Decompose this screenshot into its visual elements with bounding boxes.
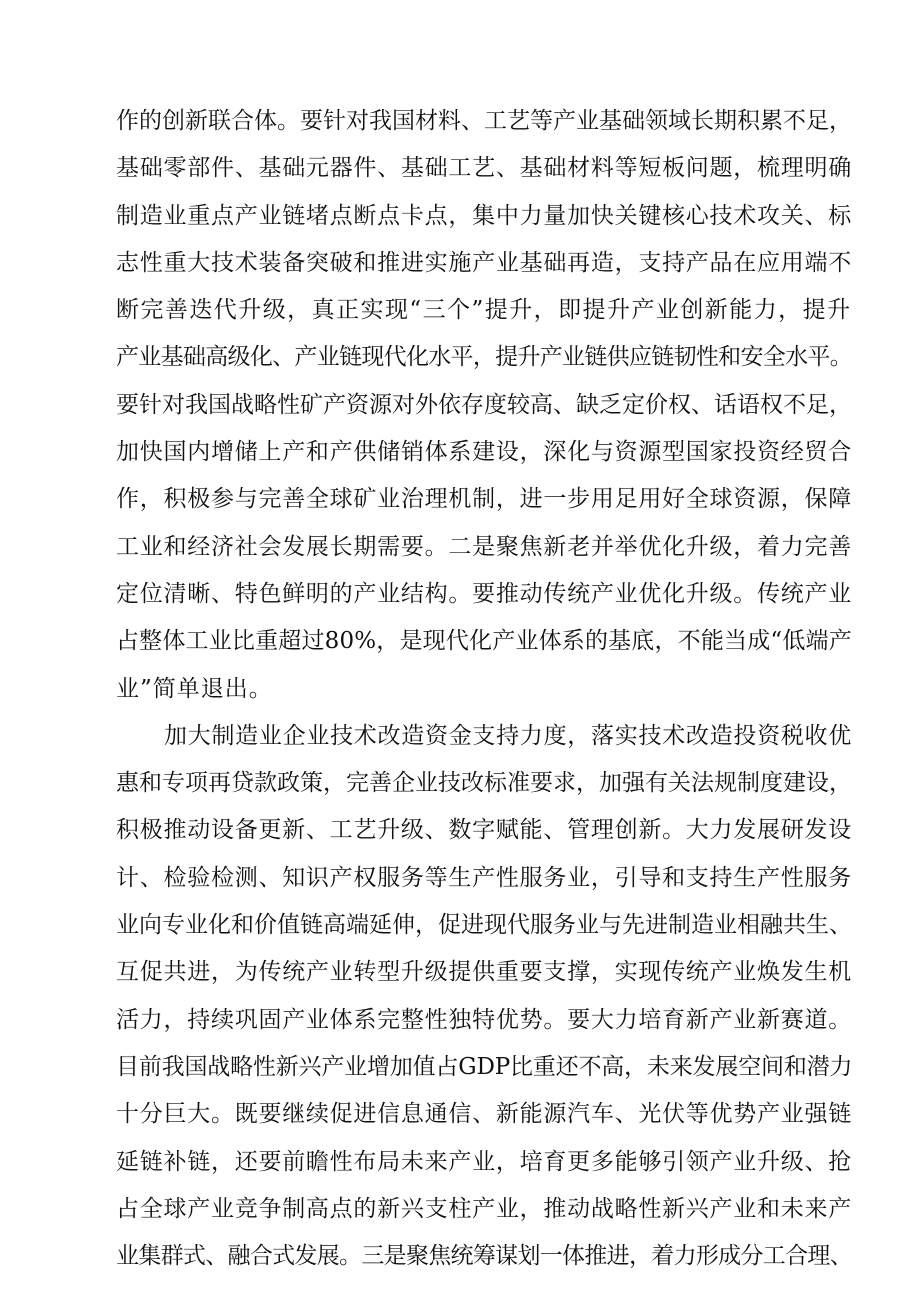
text-line: 目前我国战略性新兴产业增加值占GDP比重还不高，未来发展空间和潜力 [116, 1053, 853, 1080]
text-line: 制造业重点产业链堵点断点卡点，集中力量加快关键核心技术攻关、标 [116, 202, 852, 229]
text-line: 业”简单退出。 [116, 675, 273, 702]
text-line: 产业基础高级化、产业链现代化水平，提升产业链供应链韧性和安全水平。 [116, 344, 853, 371]
text-line: 作，积极参与完善全球矿业治理机制，进一步用足用好全球资源，保障 [116, 486, 852, 513]
text-line: 工业和经济社会发展长期需要。二是聚焦新老并举优化升级，着力完善 [116, 533, 852, 560]
text-line: 要针对我国战略性矿产资源对外依存度较高、缺乏定价权、话语权不足， [116, 391, 852, 418]
paragraph [116, 98, 852, 713]
text-line: 业向专业化和价值链高端延伸，促进现代服务业与先进制造业相融共生、 [116, 912, 852, 939]
document-body [116, 98, 852, 1280]
text-line: 延链补链，还要前瞻性布局未来产业，培育更多能够引领产业升级、抢 [116, 1148, 852, 1175]
text-line: 互促共进，为传统产业转型升级提供重要支撑，实现传统产业焕发生机 [116, 959, 852, 986]
text-line: 定位清晰、特色鲜明的产业结构。要推动传统产业优化升级。传统产业 [116, 580, 852, 607]
text-line: 惠和专项再贷款政策，完善企业技改标准要求，加强有关法规制度建设， [116, 770, 852, 797]
text-line: 计、检验检测、知识产权服务等生产性服务业，引导和支持生产性服务 [116, 864, 852, 891]
text-line: 业集群式、融合式发展。三是聚焦统筹谋划一体推进，着力形成分工合理、 [116, 1243, 853, 1270]
text-line: 断完善迭代升级，真正实现“三个”提升，即提升产业创新能力，提升 [116, 297, 852, 324]
text-line: 占整体工业比重超过80%，是现代化产业体系的基底，不能当成“低端产 [116, 628, 852, 655]
text-line: 积极推动设备更新、工艺升级、数字赋能、管理创新。大力发展研发设 [116, 817, 852, 844]
text-line: 加大制造业企业技术改造资金支持力度，落实技术改造投资税收优 [164, 722, 852, 749]
text-line: 作的创新联合体。要针对我国材料、工艺等产业基础领域长期积累不足， [116, 108, 852, 134]
paragraph [116, 713, 852, 1281]
text-line: 志性重大技术装备突破和推进实施产业基础再造，支持产品在应用端不 [116, 249, 852, 276]
text-line: 基础零部件、基础元器件、基础工艺、基础材料等短板问题，梳理明确 [116, 155, 852, 182]
text-line: 加快国内增储上产和产供储销体系建设，深化与资源型国家投资经贸合 [116, 439, 852, 466]
text-line: 十分巨大。既要继续促进信息通信、新能源汽车、光伏等优势产业强链 [116, 1101, 852, 1128]
text-line: 占全球产业竞争制高点的新兴支柱产业，推动战略性新兴产业和未来产 [116, 1195, 852, 1222]
text-line: 活力，持续巩固产业体系完整性独特优势。要大力培育新产业新赛道。 [116, 1006, 852, 1033]
